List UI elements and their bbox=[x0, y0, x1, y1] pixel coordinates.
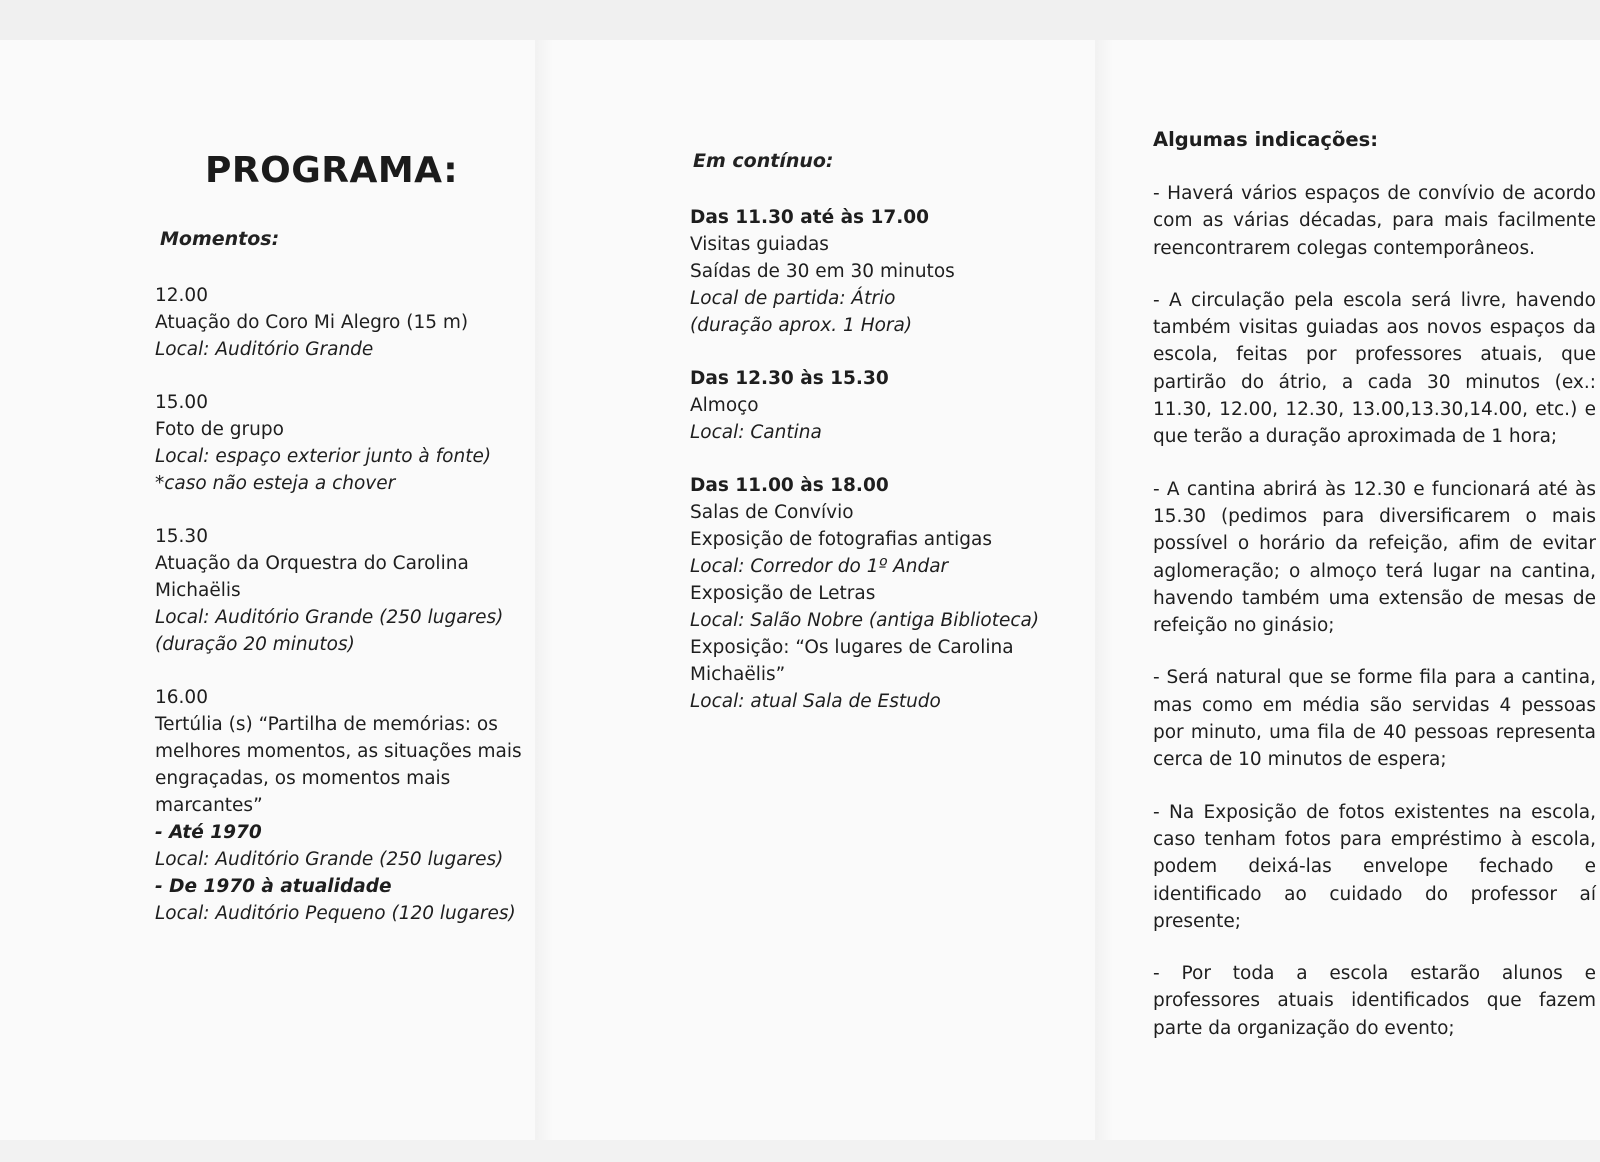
schedule-entry bbox=[690, 365, 1100, 446]
em-continuo-heading: Em contínuo: bbox=[693, 150, 834, 172]
entry-line: Exposição de Letras bbox=[690, 583, 876, 604]
entry-line: Visitas guiadas bbox=[690, 234, 829, 255]
momentos-list bbox=[155, 282, 550, 953]
schedule-entry bbox=[155, 282, 550, 363]
entry-line: (duração aprox. 1 Hora) bbox=[690, 315, 913, 336]
entry-line: - De 1970 à atualidade bbox=[155, 876, 392, 897]
indicacao-item: - Haverá vários espaços de convívio de acordo com as várias décadas, para mais facilmente reencontrarem colegas contemporâneos. bbox=[1153, 183, 1596, 259]
schedule-entry bbox=[155, 523, 550, 658]
continuous-activities-list bbox=[690, 204, 1100, 741]
programa-panel bbox=[150, 0, 550, 1162]
indicacoes-list bbox=[1153, 180, 1596, 1067]
schedule-entry bbox=[155, 389, 550, 497]
entry-line: Das 12.30 às 15.30 bbox=[690, 368, 889, 389]
entry-line: Local: Auditório Grande bbox=[155, 339, 374, 360]
entry-line: Exposição de fotografias antigas bbox=[690, 529, 992, 550]
entry-line: Salas de Convívio bbox=[690, 502, 854, 523]
indicacao-item: - Na Exposição de fotos existentes na escola, caso tenham fotos para empréstimo à escola, podem deixá-las envelope fechado e identificado ao cuidado do professor aí presente; bbox=[1153, 801, 1596, 932]
entry-line: Atuação da Orquestra do Carolina bbox=[155, 553, 469, 574]
indicacoes-heading: Algumas indicações: bbox=[1153, 128, 1379, 151]
entry-line: *caso não esteja a chover bbox=[155, 473, 396, 494]
entry-line: 12.00 bbox=[155, 285, 208, 306]
schedule-entry bbox=[155, 684, 550, 927]
entry-line: marcantes” bbox=[155, 795, 263, 816]
indicacoes-panel bbox=[1153, 0, 1596, 1162]
entry-line: 15.00 bbox=[155, 392, 208, 413]
entry-line: Das 11.00 às 18.00 bbox=[690, 475, 889, 496]
entry-line: 16.00 bbox=[155, 687, 208, 708]
entry-line: Michaëlis bbox=[155, 580, 241, 601]
entry-line: (duração 20 minutos) bbox=[155, 634, 355, 655]
entry-line: Local: atual Sala de Estudo bbox=[690, 691, 941, 712]
entry-line: Foto de grupo bbox=[155, 419, 284, 440]
schedule-entry bbox=[690, 204, 1100, 339]
entry-line: - Até 1970 bbox=[155, 822, 262, 843]
entry-line: Local: Auditório Pequeno (120 lugares) bbox=[155, 903, 516, 924]
entry-line: Saídas de 30 em 30 minutos bbox=[690, 261, 955, 282]
entry-line: melhores momentos, as situações mais bbox=[155, 741, 522, 762]
indicacao-item: - A cantina abrirá às 12.30 e funcionará até às 15.30 (pedimos para diversificarem o mais possível o horário da refeição, afim de evitar aglomeração; o almoço terá lugar na cantina, havendo também uma extensão de mesas de refeição no ginásio; bbox=[1153, 478, 1596, 637]
page-title: PROGRAMA: bbox=[205, 150, 459, 191]
entry-line: Das 11.30 até às 17.00 bbox=[690, 207, 930, 228]
entry-line: 15.30 bbox=[155, 526, 208, 547]
indicacao-item: - Será natural que se forme fila para a cantina, mas como em média são servidas 4 pessoas por minuto, uma fila de 40 pessoas representa cerca de 10 minutos de espera; bbox=[1153, 667, 1596, 771]
entry-line: Atuação do Coro Mi Alegro (15 m) bbox=[155, 312, 469, 333]
entry-line: Local: Salão Nobre (antiga Biblioteca) bbox=[690, 610, 1040, 631]
entry-line: Tertúlia (s) “Partilha de memórias: os bbox=[155, 714, 498, 735]
entry-line: Local de partida: Átrio bbox=[690, 288, 896, 309]
entry-line: Local: Cantina bbox=[690, 422, 822, 443]
entry-line: engraçadas, os momentos mais bbox=[155, 768, 451, 789]
indicacao-item: - A circulação pela escola será livre, havendo também visitas guiadas aos novos espaços da escola, feitas por professores atuais, que partirão do átrio, a cada 30 minutos (ex.: 11.30, 12.00, 12.30, 13.00,13.30,14.00, etc.) e que terão a duração aproximada de 1 hora; bbox=[1153, 289, 1596, 448]
entry-line: Michaëlis” bbox=[690, 664, 786, 685]
entry-line: Local: espaço exterior junto à fonte) bbox=[155, 446, 492, 467]
schedule-entry bbox=[690, 472, 1100, 715]
momentos-heading: Momentos: bbox=[160, 228, 280, 250]
entry-line: Exposição: “Os lugares de Carolina bbox=[690, 637, 1014, 658]
indicacao-item: - Por toda a escola estarão alunos e professores atuais identificados que fazem parte da organização do evento; bbox=[1153, 963, 1596, 1039]
entry-line: Local: Corredor do 1º Andar bbox=[690, 556, 949, 577]
entry-line: Local: Auditório Grande (250 lugares) bbox=[155, 607, 504, 628]
entry-line: Local: Auditório Grande (250 lugares) bbox=[155, 849, 504, 870]
em-continuo-panel bbox=[690, 0, 1100, 1162]
entry-line: Almoço bbox=[690, 395, 759, 416]
